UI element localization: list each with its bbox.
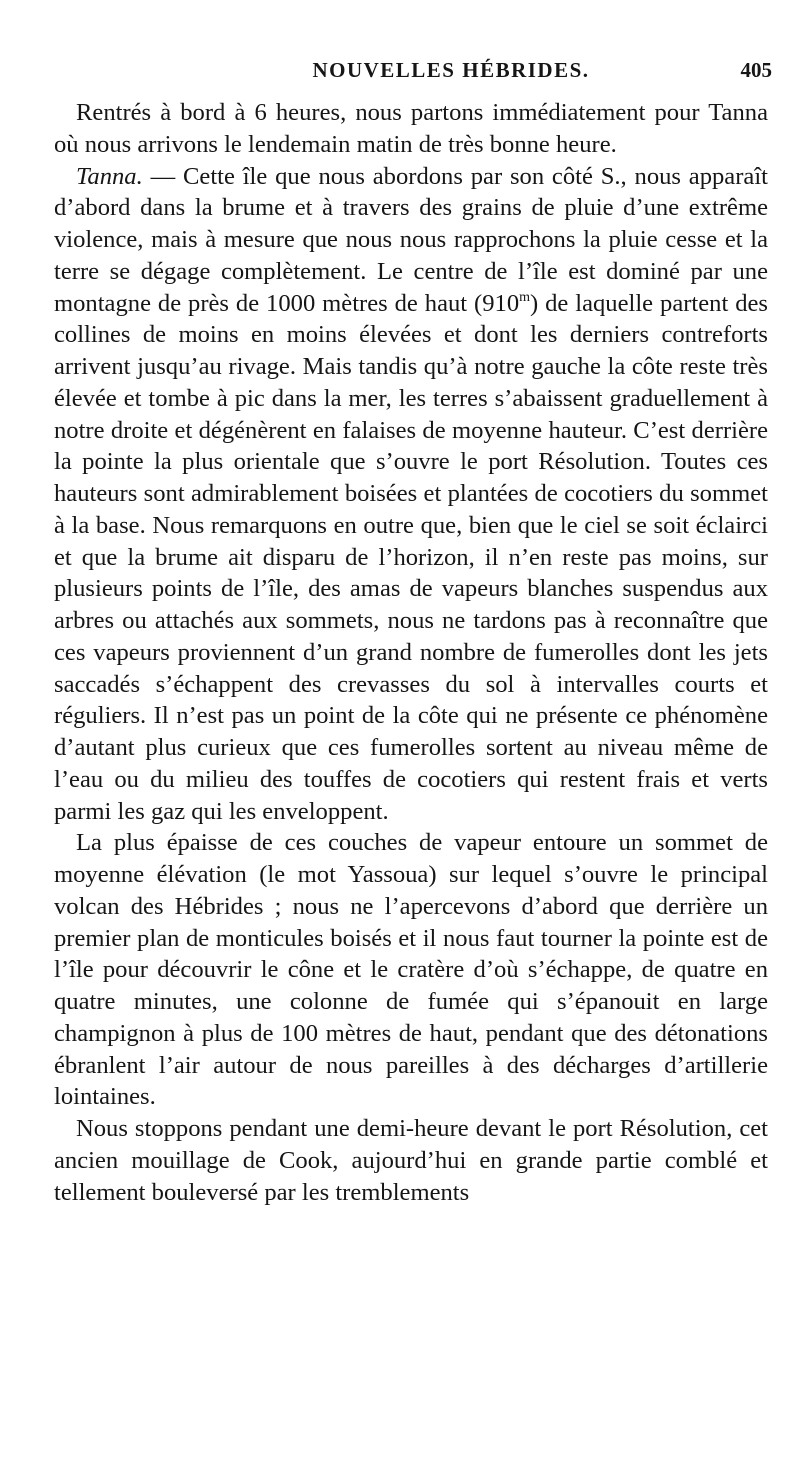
place-name-tanna: Tanna. <box>76 162 143 190</box>
paragraph-port-resolution: Nous stoppons pendant une demi-heure devant le port Résolution, cet ancien mouillage de Cook, aujourd’hui en grande partie comblé et tellement bouleversé par les tremblements <box>54 1115 768 1206</box>
meter-unit: m <box>519 289 531 305</box>
paragraph-return-to-ship: Rentrés à bord à 6 heures, nous partons immédiatement pour Tanna où nous arrivons le lendemain matin de très bonne heure. <box>54 99 768 158</box>
paragraph-volcano: La plus épaisse de ces couches de vapeur entoure un sommet de moyenne élévation (le mot Yassoua) sur lequel s’ouvre le principal volcan des Hébrides ; nous ne l’apercevons d’abord que derrière un premier plan de monticules boisés et il nous faut tourner la pointe est de l’île pour découvrir le cône et le cratère d’où s’échappe, de quatre en quatre minutes, une colonne de fumée qui s’épanouit en large champignon à plus de 100 mètres de haut, pendant que des détonations ébranlent l’air autour de nous pareilles à des décharges d’artillerie lointaines. <box>54 829 768 1111</box>
tanna-text-part-2: ) de laquelle partent des collines de moins en moins élevées et dont les derniers contreforts arrivent jusqu’au rivage. Mais tandis qu’à notre gauche la côte reste très élevée et tombe à pic dans la mer, les terres s’abaissent graduellement à notre droite et dégénèrent en falaises de moyenne hauteur. C’est derrière la pointe la plus orientale que s’ouvre le port Résolution. Toutes ces hauteurs sont admirablement boisées et plantées de cocotiers du sommet à la base. Nous remarquons en outre que, bien que le ciel se soit éclairci et que la brume ait disparu de l’horizon, il n’en reste pas moins, sur plusieurs points de l’île, des amas de vapeurs blanches suspendus aux arbres ou attachés aux sommets, nous ne tardons pas à reconnaître que ces vapeurs proviennent d’un grand nombre de fumerolles dont les jets saccadés s’échappent des crevasses du sol à intervalles courts et réguliers. Il n’est pas un point de la côte qui ne présente ce phénomène d’autant plus curieux que ces fumerolles sortent au niveau même de l’eau ou du milieu des touffes de cocotiers qui restent frais et verts parmi les gaz qui les enveloppent. <box>54 289 769 825</box>
tanna-text-part-1: — Cette île que nous abordons par son côté S., nous apparaît d’abord dans la brume et à travers des grains de pluie d’une extrême violence, mais à mesure que nous nous rapprochons la pluie cesse et la terre se dégage complètement. Le centre de l’île est dominé par une montagne de près de 1000 mètres de haut (910 <box>54 162 768 317</box>
running-head <box>60 58 772 90</box>
body-text <box>54 97 768 1208</box>
running-title: NOUVELLES HÉBRIDES. <box>312 58 590 82</box>
paragraph-tanna <box>54 161 768 828</box>
page-number: 405 <box>740 58 772 82</box>
